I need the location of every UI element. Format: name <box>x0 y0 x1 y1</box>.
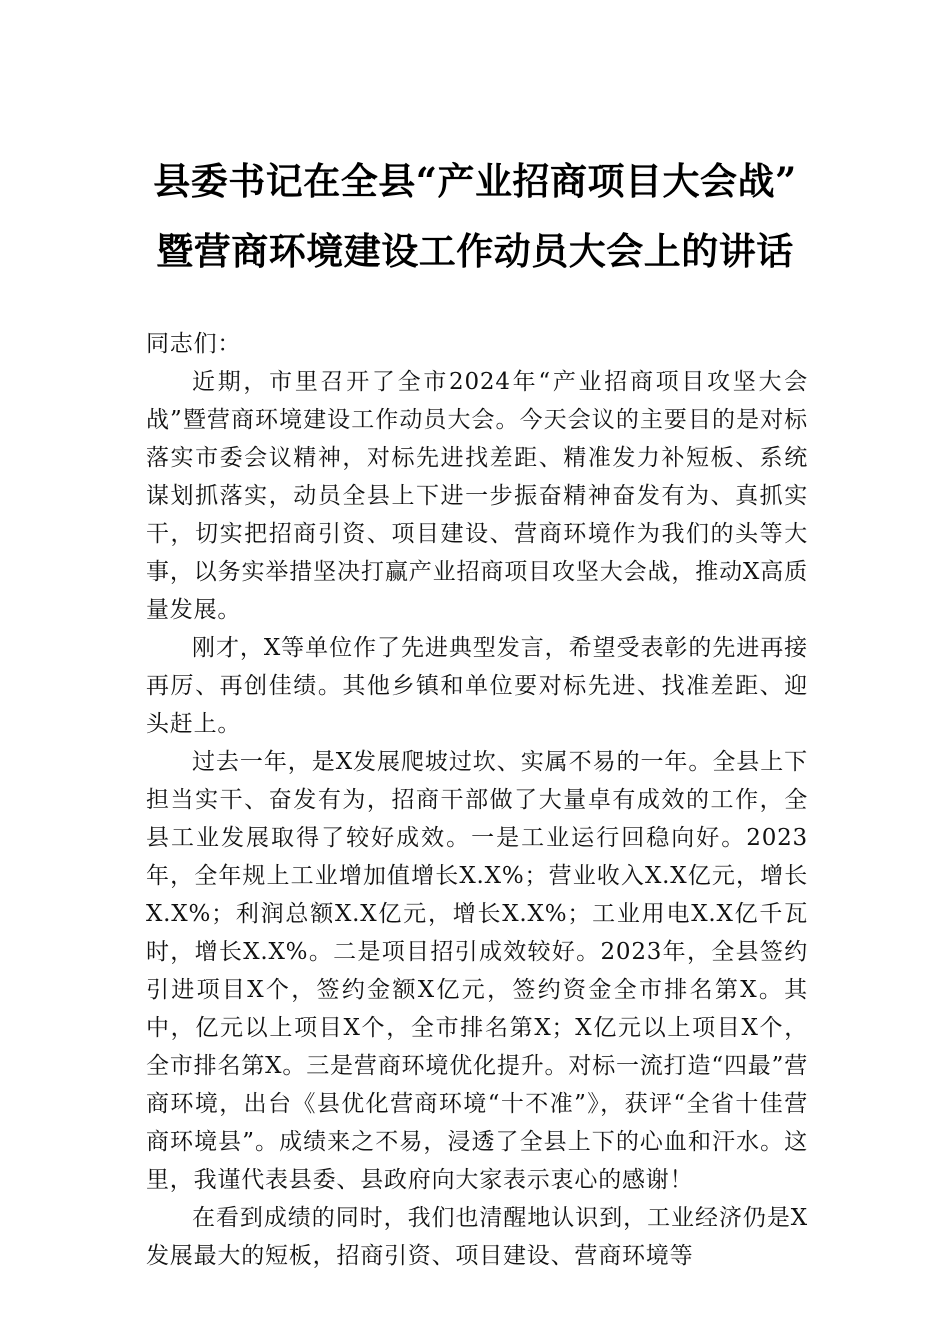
paragraph-3: 过去一年，是X发展爬坡过坎、实属不易的一年。全县上下担当实干、奋发有为，招商干部做了大量卓有成效的工作，全县工业发展取得了较好成效。一是工业运行回稳向好。2023年，全年规上工业增加值增长X.X%；营业收入X.X亿元，增长X.X%；利润总额X.X亿元，增长X.X%；工业用电X.X亿千瓦时，增长X.X%。二是项目招引成效较好。2023年，全县签约引进项目X个，签约金额X亿元，签约资金全市排名第X。其中，亿元以上项目X个，全市排名第X；X亿元以上项目X个，全市排名第X。三是营商环境优化提升。对标一流打造“四最”营商环境，出台《县优化营商环境“十不准”》，获评“全省十佳营商环境县”。成绩来之不易，浸透了全县上下的心血和汗水。这里，我谨代表县委、县政府向大家表示衷心的感谢！ <box>146 749 808 1193</box>
salutation: 同志们： <box>146 331 242 357</box>
document-title <box>0 158 950 274</box>
paragraph-2: 刚才，X等单位作了先进典型发言，希望受表彰的先进再接再厉、再创佳绩。其他乡镇和单位要对标先进、找准差距、迎头赶上。 <box>146 635 808 737</box>
paragraph-4: 在看到成绩的同时，我们也清醒地认识到，工业经济仍是X发展最大的短板，招商引资、项目建设、营商环境等 <box>146 1205 808 1269</box>
paragraph-1: 近期，市里召开了全市2024年“产业招商项目攻坚大会战”暨营商环境建设工作动员大会。今天会议的主要目的是对标落实市委会议精神，对标先进找差距、精准发力补短板、系统谋划抓落实，动员全县上下进一步振奋精神奋发有为、真抓实干，切实把招商引资、项目建设、营商环境作为我们的头等大事，以务实举措坚决打赢产业招商项目攻坚大会战，推动X高质量发展。 <box>146 369 808 623</box>
title-line-2: 暨营商环境建设工作动员大会上的讲话 <box>156 229 794 273</box>
title-line-1: 县委书记在全县“产业招商项目大会战” <box>153 159 797 203</box>
document-body <box>146 325 808 1275</box>
